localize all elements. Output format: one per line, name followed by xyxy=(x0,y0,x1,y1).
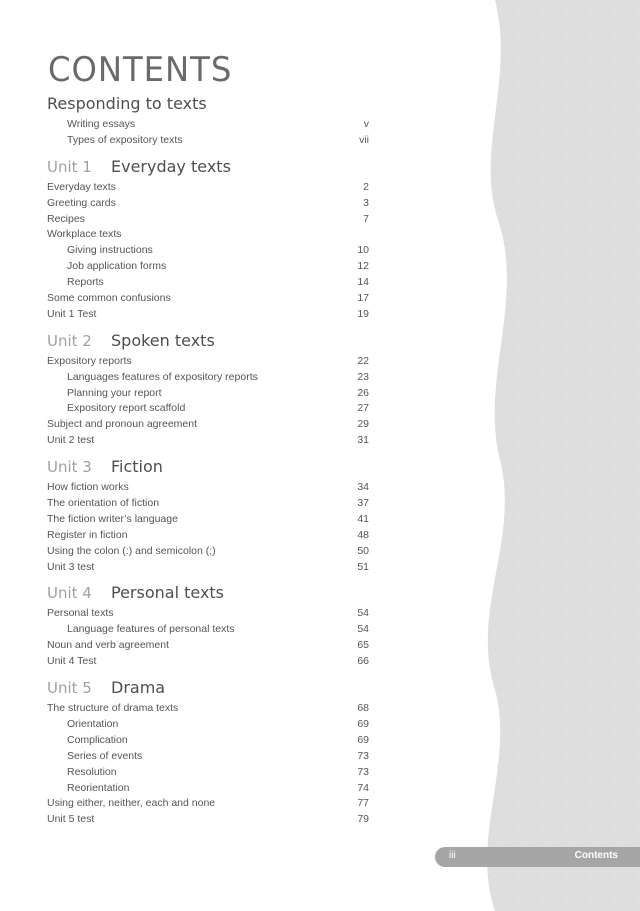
toc-entry-title: Using the colon (:) and semicolon (;) xyxy=(47,544,216,557)
toc-entry-page: 68 xyxy=(357,702,369,715)
toc-entry-title: Series of events xyxy=(67,749,143,762)
toc-entry[interactable] xyxy=(47,512,369,528)
toc-entry-title: Greeting cards xyxy=(47,196,116,209)
toc-entry-page: 2 xyxy=(363,180,369,193)
toc-entry[interactable] xyxy=(47,386,369,402)
toc-entry-title: Job application forms xyxy=(67,260,167,273)
toc-entry-page: vii xyxy=(359,133,369,146)
toc-entry-page: 7 xyxy=(363,212,369,225)
section-title: Drama xyxy=(111,678,166,698)
toc-entry-page: 65 xyxy=(357,639,369,652)
toc-entry[interactable] xyxy=(47,417,369,433)
toc-entry[interactable] xyxy=(47,480,369,496)
toc-entry-title: Planning your report xyxy=(67,386,162,399)
toc-entry-page: 29 xyxy=(357,418,369,431)
toc-entry-title: Unit 4 Test xyxy=(47,655,97,668)
section-heading xyxy=(47,331,369,353)
toc-entry-page: 22 xyxy=(357,354,369,367)
toc-entry-page: 77 xyxy=(357,797,369,810)
toc-entry-title: Recipes xyxy=(47,212,85,225)
toc-entry-page: 14 xyxy=(357,276,369,289)
toc-entry[interactable] xyxy=(47,528,369,544)
toc-entry-page: 50 xyxy=(357,544,369,557)
toc-entry-page: 34 xyxy=(357,481,369,494)
toc-entry-page: 19 xyxy=(357,307,369,320)
section-heading xyxy=(47,583,369,605)
toc-entry-title: Types of expository texts xyxy=(67,133,183,146)
toc-entry-title: Giving instructions xyxy=(67,244,153,257)
unit-label: Unit 5 xyxy=(47,679,92,698)
toc-entry-title: Unit 1 Test xyxy=(47,307,97,320)
toc-entry-page: 37 xyxy=(357,497,369,510)
section-title: Responding to texts xyxy=(47,94,207,113)
toc-entry[interactable] xyxy=(47,370,369,386)
toc-entry-page: 51 xyxy=(357,560,369,573)
toc-entry-title: Personal texts xyxy=(47,607,114,620)
toc-entry-page: 48 xyxy=(357,528,369,541)
toc-entry-title: The structure of drama texts xyxy=(47,702,179,715)
toc-entry-title: Reports xyxy=(67,276,104,289)
section-heading xyxy=(47,678,369,700)
section-heading xyxy=(47,94,369,116)
toc-entry[interactable] xyxy=(47,433,369,449)
toc-entry-title: Everyday texts xyxy=(47,180,116,193)
toc-entry[interactable] xyxy=(47,291,369,307)
toc-entry-title: Languages features of expository reports xyxy=(67,370,258,383)
section-title: Fiction xyxy=(111,457,163,477)
unit-label: Unit 3 xyxy=(47,458,92,477)
toc-entry-title: Reorientation xyxy=(67,781,130,794)
toc-entry-title: Orientation xyxy=(67,717,119,730)
toc-entry[interactable] xyxy=(47,243,369,259)
toc-entry[interactable] xyxy=(47,133,369,149)
toc-entry[interactable] xyxy=(47,212,369,228)
toc-entry[interactable] xyxy=(47,812,369,828)
toc-entry[interactable] xyxy=(47,180,369,196)
section-heading xyxy=(47,157,369,179)
toc-entry-title: Resolution xyxy=(67,765,117,778)
toc-entry-page: 12 xyxy=(357,260,369,273)
toc-entry-page: 74 xyxy=(357,781,369,794)
toc-entry-page: 79 xyxy=(357,813,369,826)
toc-entry-title: Subject and pronoun agreement xyxy=(47,418,198,431)
toc-entry[interactable] xyxy=(47,275,369,291)
toc-entry-title: Unit 2 test xyxy=(47,434,95,447)
toc-entry-page: 69 xyxy=(357,717,369,730)
toc-entry[interactable] xyxy=(47,196,369,212)
toc-entry-page: 23 xyxy=(357,370,369,383)
toc-entry[interactable] xyxy=(47,701,369,717)
toc-entry-title: Complication xyxy=(67,733,128,746)
unit-label: Unit 1 xyxy=(47,157,92,176)
toc-entry-title: Language features of personal texts xyxy=(67,623,235,636)
toc-entry-title: How fiction works xyxy=(47,481,129,494)
section-title: Personal texts xyxy=(111,583,225,603)
unit-label: Unit 2 xyxy=(47,331,92,350)
toc-entry[interactable] xyxy=(47,354,369,370)
toc-entry-title: The fiction writer’s language xyxy=(47,512,178,525)
toc-entry[interactable] xyxy=(47,606,369,622)
toc-entry-title: The orientation of fiction xyxy=(47,497,160,510)
section-title: Everyday texts xyxy=(111,156,231,176)
toc-entry-page: 10 xyxy=(357,244,369,257)
toc-entry[interactable] xyxy=(47,749,369,765)
toc-entry-page: 3 xyxy=(363,196,369,209)
footer-tab xyxy=(435,847,640,867)
toc-sections xyxy=(47,94,369,828)
toc-entry[interactable] xyxy=(47,544,369,560)
toc-entry-title: Unit 5 test xyxy=(47,813,95,826)
toc-entry-page: 54 xyxy=(357,607,369,620)
page-title: CONTENTS xyxy=(48,50,233,90)
toc-entry-title: Using either, neither, each and none xyxy=(47,797,216,810)
toc-entry[interactable] xyxy=(47,307,369,323)
toc-entry[interactable] xyxy=(47,796,369,812)
footer-label: Contents xyxy=(574,850,618,861)
toc-entry-page: 54 xyxy=(357,623,369,636)
footer-page-number: iii xyxy=(449,850,456,861)
section-heading xyxy=(47,457,369,479)
toc-entry[interactable] xyxy=(47,733,369,749)
toc-entry-page: 41 xyxy=(357,512,369,525)
toc-entry[interactable] xyxy=(47,654,369,670)
toc-entry-page: 31 xyxy=(357,434,369,447)
toc-entry-title: Writing essays xyxy=(67,118,136,130)
toc-entry[interactable] xyxy=(47,765,369,781)
toc-entry-page: 66 xyxy=(357,655,369,668)
toc-entry-title: Expository reports xyxy=(47,354,132,367)
toc-entry[interactable] xyxy=(47,117,369,133)
toc-entry-title: Expository report scaffold xyxy=(67,402,186,415)
section-title: Spoken texts xyxy=(111,330,215,350)
toc-entry-page: 69 xyxy=(357,733,369,746)
toc-entry[interactable] xyxy=(47,259,369,275)
toc-entry-title: Unit 3 test xyxy=(47,560,95,573)
toc-entry[interactable] xyxy=(47,717,369,733)
toc-entry-title: Noun and verb agreement xyxy=(47,639,169,652)
toc-entry-page: 17 xyxy=(357,292,369,305)
toc-entry-page: 73 xyxy=(357,765,369,778)
toc-entry[interactable] xyxy=(47,638,369,654)
toc-entry[interactable] xyxy=(47,560,369,576)
toc-entry[interactable] xyxy=(47,227,369,243)
unit-label: Unit 4 xyxy=(47,584,92,603)
toc-entry-page: 73 xyxy=(357,749,369,762)
toc-entry-page: 26 xyxy=(357,386,369,399)
toc-entry-page: v xyxy=(363,118,369,130)
toc-entry[interactable] xyxy=(47,401,369,417)
toc-entry-title: Register in fiction xyxy=(47,528,128,541)
toc-entry-title: Workplace texts xyxy=(47,228,122,241)
toc-entry-title: Some common confusions xyxy=(47,292,171,305)
toc-entry[interactable] xyxy=(47,622,369,638)
toc-entry[interactable] xyxy=(47,496,369,512)
toc-entry[interactable] xyxy=(47,781,369,797)
toc-entry-page: 27 xyxy=(357,402,369,415)
